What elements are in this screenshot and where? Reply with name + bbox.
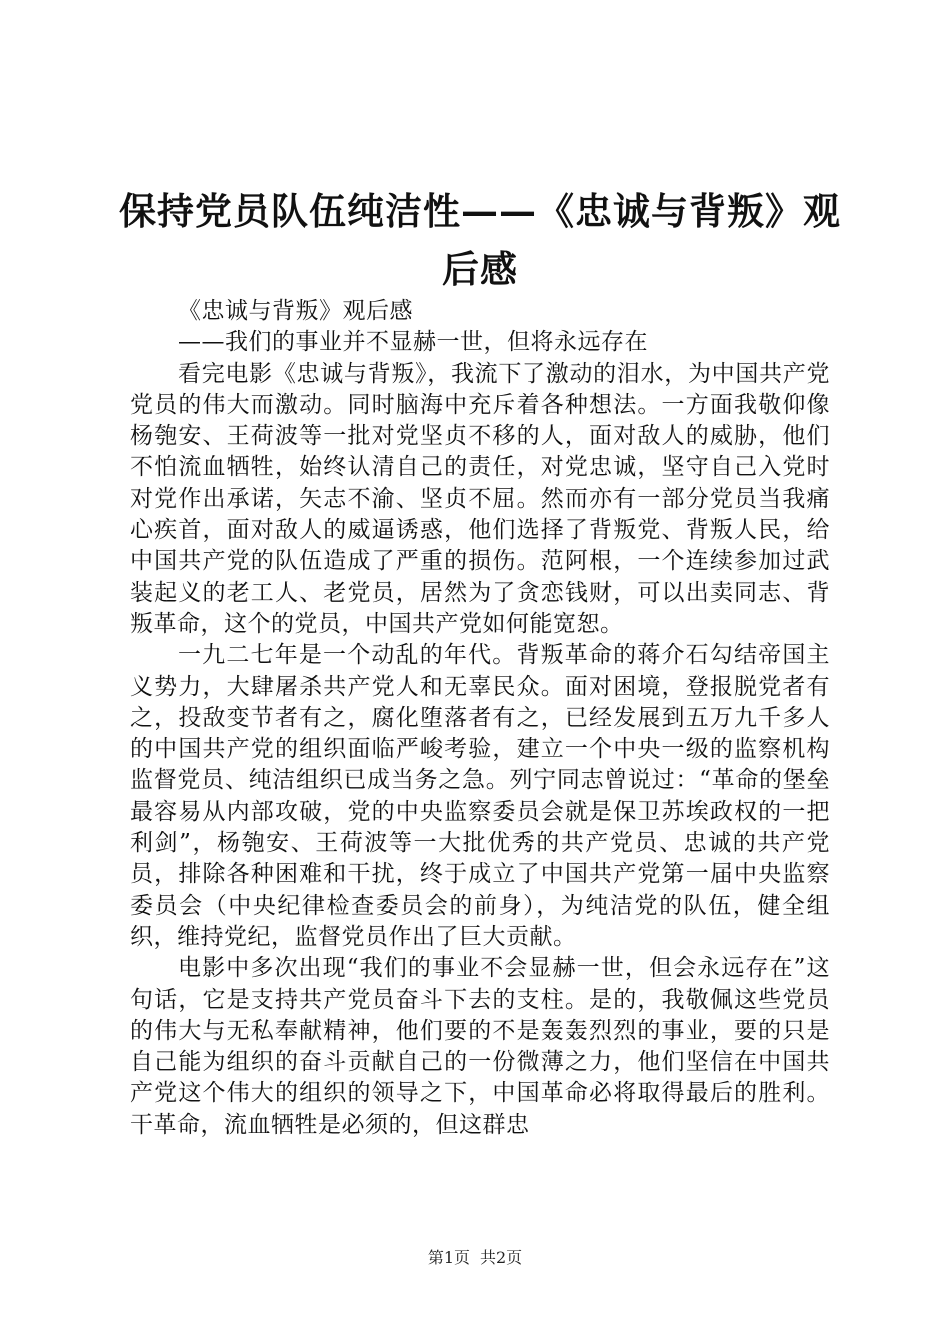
page-number: 第1页 xyxy=(427,1248,470,1267)
paragraph-1: 看完电影《忠诚与背叛》，我流下了激动的泪水，为中国共产党党员的伟大而激动。同时脑海中充斥着各种想法。一方面我敬仰像杨匏安、王荷波等一批对党坚贞不移的人，面对敌人的威胁，他们不怕流血牺牲，始终认清自己的责任，对党忠诚，坚守自己入党时对党作出承诺，矢志不渝、坚贞不屈。然而亦有一部分党员当我痛心疾首，面对敌人的威逼诱惑，他们选择了背叛党、背叛人民，给中国共产党的队伍造成了严重的损伤。范阿根，一个连续参加过武装起义的老工人、老党员，居然为了贪恋钱财，可以出卖同志、背叛革命，这个的党员，中国共产党如何能宽恕。 xyxy=(130,360,830,637)
document-title: 保持党员队伍纯洁性——《忠诚与背叛》观后感 xyxy=(119,189,841,291)
document-body xyxy=(130,296,830,1141)
paragraph-2: 一九二七年是一个动乱的年代。背叛革命的蒋介石勾结帝国主义势力，大肆屠杀共产党人和无辜民众。面对困境，登报脱党者有之，投敌变节者有之，腐化堕落者有之，已经发展到五万九千多人的中国共产党的组织面临严峻考验，建立一个中央一级的监察机构监督党员、纯洁组织已成当务之急。列宁同志曾说过：“革命的堡垒最容易从内部攻破，党的中央监察委员会就是保卫苏埃政权的一把利剑”，杨匏安、王荷波等一大批优秀的共产党员、忠诚的共产党员，排除各种困难和干扰，终于成立了中国共产党第一届中央监察委员会（中央纪律检查委员会的前身），为纯洁党的队伍，健全组织，维持党纪，监督党员作出了巨大贡献。 xyxy=(130,642,830,950)
page-footer xyxy=(0,1248,950,1268)
paragraph-3: 电影中多次出现“我们的事业不会显赫一世，但会永远存在”这句话，它是支持共产党员奋斗下去的支柱。是的，我敬佩这些党员的伟大与无私奉献精神，他们要的不是轰轰烈烈的事业，要的只是自己能为组织的奋斗贡献自己的一份微薄之力，他们坚信在中国共产党这个伟大的组织的领导之下，中国革命必将取得最后的胜利。干革命，流血牺牲是必须的，但这群忠 xyxy=(130,955,830,1138)
page-total: 共2页 xyxy=(480,1248,523,1267)
motto-line: ——我们的事业并不显赫一世，但将永远存在 xyxy=(178,329,648,356)
subtitle-line: 《忠诚与背叛》观后感 xyxy=(178,298,413,324)
